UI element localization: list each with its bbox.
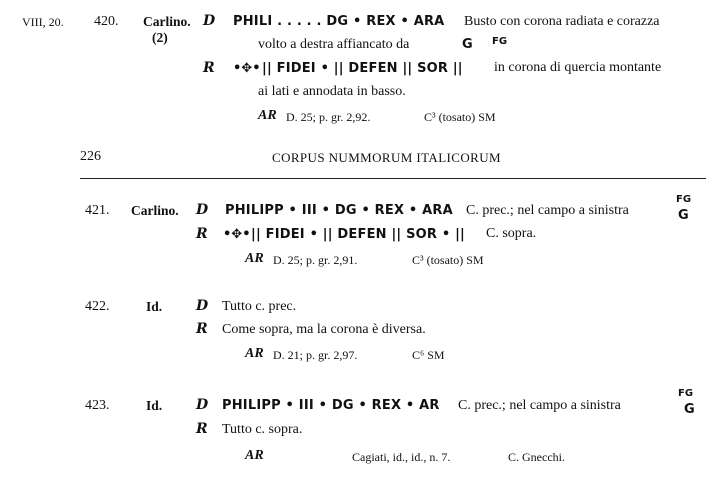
mint-mark-top: FG (678, 388, 694, 399)
rosette-icon: •✥• (223, 227, 251, 242)
rosette-icon: •✥• (233, 61, 261, 76)
obverse-description: C. prec.; nel campo a sinistra (466, 203, 629, 218)
entry-number: 420. (94, 14, 119, 29)
obverse-legend: PHILI . . . . . DG • REX • ARA (233, 14, 445, 29)
obverse-description: C. prec.; nel campo a sinistra (458, 398, 621, 413)
collection: C. Gnecchi. (508, 450, 565, 464)
reverse-legend: || FIDEI • || DEFEN || SOR • || (251, 227, 465, 242)
obverse-legend: PHILIPP • III • DG • REX • ARA (225, 203, 453, 218)
coin-name: Id. (146, 398, 163, 413)
coin-measurements: D. 25; p. gr. 2,92. (286, 110, 371, 124)
entry-number: 421. (85, 203, 110, 218)
reverse-mark: R (196, 421, 208, 437)
page-number: 226 (80, 149, 101, 164)
obverse-mark: D (196, 397, 209, 413)
condition-collection: C³ (tosato) SM (412, 253, 484, 267)
mint-mark-left: G (462, 37, 473, 52)
entry-number: 422. (85, 299, 110, 314)
reverse-description: C. sopra. (486, 226, 537, 241)
obverse-legend: PHILIPP • III • DG • REX • AR (222, 398, 440, 413)
reverse-description-cont: ai lati e annodata in basso. (258, 84, 406, 99)
mint-mark-right: FG (492, 36, 508, 47)
obverse-mark: D (196, 298, 209, 314)
coin-reference: Cagiati, id., id., n. 7. (352, 450, 451, 464)
mint-mark-top: FG (676, 194, 692, 205)
coin-name: Id. (146, 299, 163, 314)
mint-mark-bottom: G (684, 402, 695, 417)
coin-name: Carlino. (131, 203, 179, 218)
obverse-mark: D (196, 202, 209, 218)
obverse-description: Tutto c. prec. (222, 299, 297, 314)
entry-number: 423. (85, 398, 110, 413)
page-title: CORPUS NUMMORUM ITALICORUM (272, 150, 501, 165)
condition-collection: C³ (tosato) SM (424, 110, 496, 124)
obverse-description-cont: volto a destra affiancato da (258, 37, 410, 52)
metal-mark: AR (258, 108, 277, 123)
reverse-mark: R (196, 321, 208, 337)
mint-mark-bottom: G (678, 208, 689, 223)
reverse-mark: R (196, 226, 208, 242)
reverse-mark: R (203, 60, 215, 76)
reverse-legend: || FIDEI • || DEFEN || SOR || (262, 61, 463, 76)
coin-measurements: D. 25; p. gr. 2,91. (273, 253, 358, 267)
reverse-description: in corona di quercia montante (494, 60, 662, 75)
reference-number: VIII, 20. (22, 15, 64, 29)
specimen-count: (2) (152, 30, 168, 45)
reverse-description: Come sopra, ma la corona è diversa. (222, 322, 426, 337)
metal-mark: AR (245, 346, 264, 361)
reverse-description: Tutto c. sopra. (222, 422, 303, 437)
metal-mark: AR (245, 251, 264, 266)
coin-name: Carlino. (143, 14, 191, 29)
metal-mark: AR (245, 448, 264, 463)
obverse-description: Busto con corona radiata e corazza (464, 14, 660, 29)
coin-measurements: D. 21; p. gr. 2,97. (273, 348, 358, 362)
header-rule (80, 178, 706, 179)
obverse-mark: D (203, 13, 216, 29)
condition-collection: C⁶ SM (412, 348, 445, 362)
